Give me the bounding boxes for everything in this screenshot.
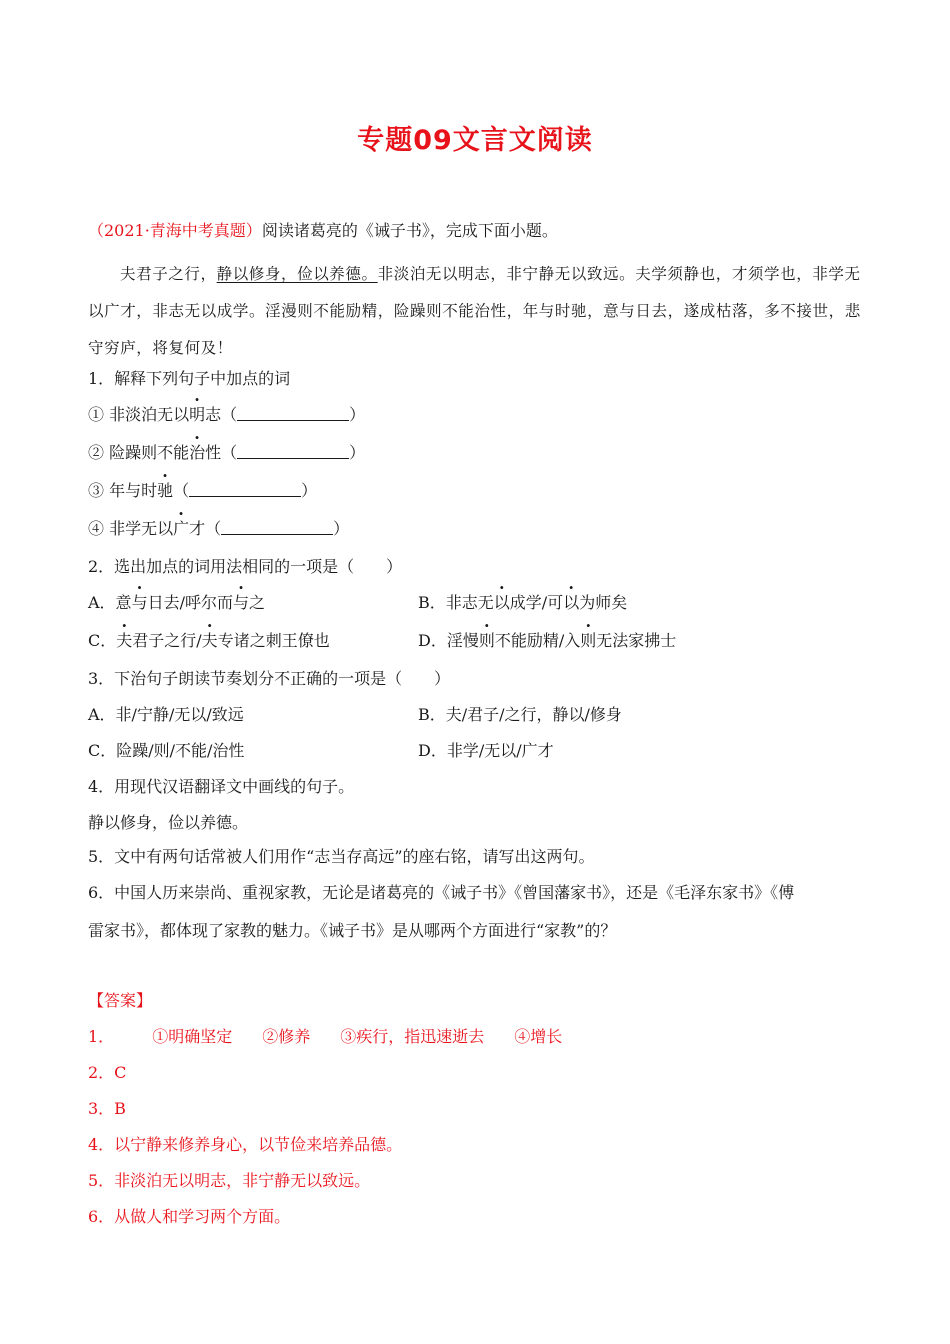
q3-option-b[interactable]: B．夫/君子/之行，静以/修身 [418, 705, 622, 724]
passage-part-1: 夫君子之行， [120, 265, 217, 283]
answer-blank[interactable] [237, 406, 349, 421]
page-title: 专题09文言文阅读 [357, 125, 593, 156]
answer-blank[interactable] [221, 520, 333, 535]
q1-item-1: ① 非淡泊无以明志（ ） [88, 405, 366, 424]
q1-item-4: ④ 非学无以广才（ ） [88, 519, 350, 538]
passage [88, 256, 863, 367]
answer-4: 4．以宁静来修养身心，以节俭来培养品德。 [88, 1135, 403, 1154]
answer-blank[interactable] [189, 482, 301, 497]
passage-part-2: 非淡泊无以明志，非宁静无以致远。夫学须静也，才须学也，非学无以广才，非志无以成学。淫漫则不能励精，险躁则不能治性，年与时驰，意与日去，遂成枯落，多不接世，悲守穷庐，将复何及！ [88, 265, 861, 357]
q3-option-a[interactable]: A．非/宁静/无以/致远 [88, 705, 244, 724]
q2-option-c[interactable]: C．夫君子之行/夫专诸之刺王僚也 [88, 631, 330, 650]
answer-6: 6．从做人和学习两个方面。 [88, 1207, 291, 1226]
q3-stem: 3．下治句子朗读节奏划分不正确的一项是（ ） [88, 669, 451, 688]
answer-2: 2．C [88, 1063, 127, 1082]
q1-item-3: ③ 年与时驰（ ） [88, 481, 318, 500]
q1-item-2: ② 险躁则不能治性（ ） [88, 443, 366, 462]
q3-option-d[interactable]: D．非学/无以/广才 [418, 741, 554, 760]
q4-stem: 4．用现代汉语翻译文中画线的句子。 [88, 777, 355, 796]
underlined-sentence: 静以修身，俭以养德。 [216, 265, 378, 283]
answer-5: 5．非淡泊无以明志，非宁静无以致远。 [88, 1171, 371, 1190]
answer-3: 3．B [88, 1099, 126, 1118]
dotted-char: 驰 [157, 481, 174, 500]
q2-option-a[interactable]: A．意与日去/呼尔而与之 [88, 593, 266, 612]
q2-stem: 2．选出加点的词用法相同的一项是（ ） [88, 557, 403, 576]
q2-option-d[interactable]: D．淫慢则不能励精/入则无法家拂士 [418, 631, 677, 650]
intro-line [88, 220, 558, 242]
q2-option-b[interactable]: B．非志无以成学/可以为师矣 [418, 593, 628, 612]
q6-line-2: 雷家书》，都体现了家教的魅力。《诫子书》是从哪两个方面进行“家教”的？ [88, 921, 617, 940]
answer-blank[interactable] [237, 444, 349, 459]
dotted-char: 明 [189, 405, 206, 424]
q4-sentence: 静以修身，俭以养德。 [88, 813, 249, 832]
dotted-char: 治 [189, 443, 206, 462]
answer-label: 【答案】 [88, 991, 153, 1010]
q1-stem: 1．解释下列句子中加点的词 [88, 369, 291, 388]
answer-1: 1． ①明确坚定 ②修养 ③疾行，指迅速逝去 ④增长 [88, 1027, 563, 1046]
source-tag: （2021·青海中考真题） [88, 221, 262, 240]
q5-stem: 5．文中有两句话常被人们用作“志当存高远”的座右铭，请写出这两句。 [88, 847, 595, 866]
q3-option-c[interactable]: C．险躁/则/不能/治性 [88, 741, 245, 760]
intro-text: 阅读诸葛亮的《诫子书》，完成下面小题。 [261, 221, 558, 240]
q6-line-1: 6．中国人历来崇尚、重视家教，无论是诸葛亮的《诫子书》《曾国藩家书》，还是《毛泽东家书》《傅 [88, 883, 795, 902]
dotted-char: 广 [173, 519, 190, 538]
